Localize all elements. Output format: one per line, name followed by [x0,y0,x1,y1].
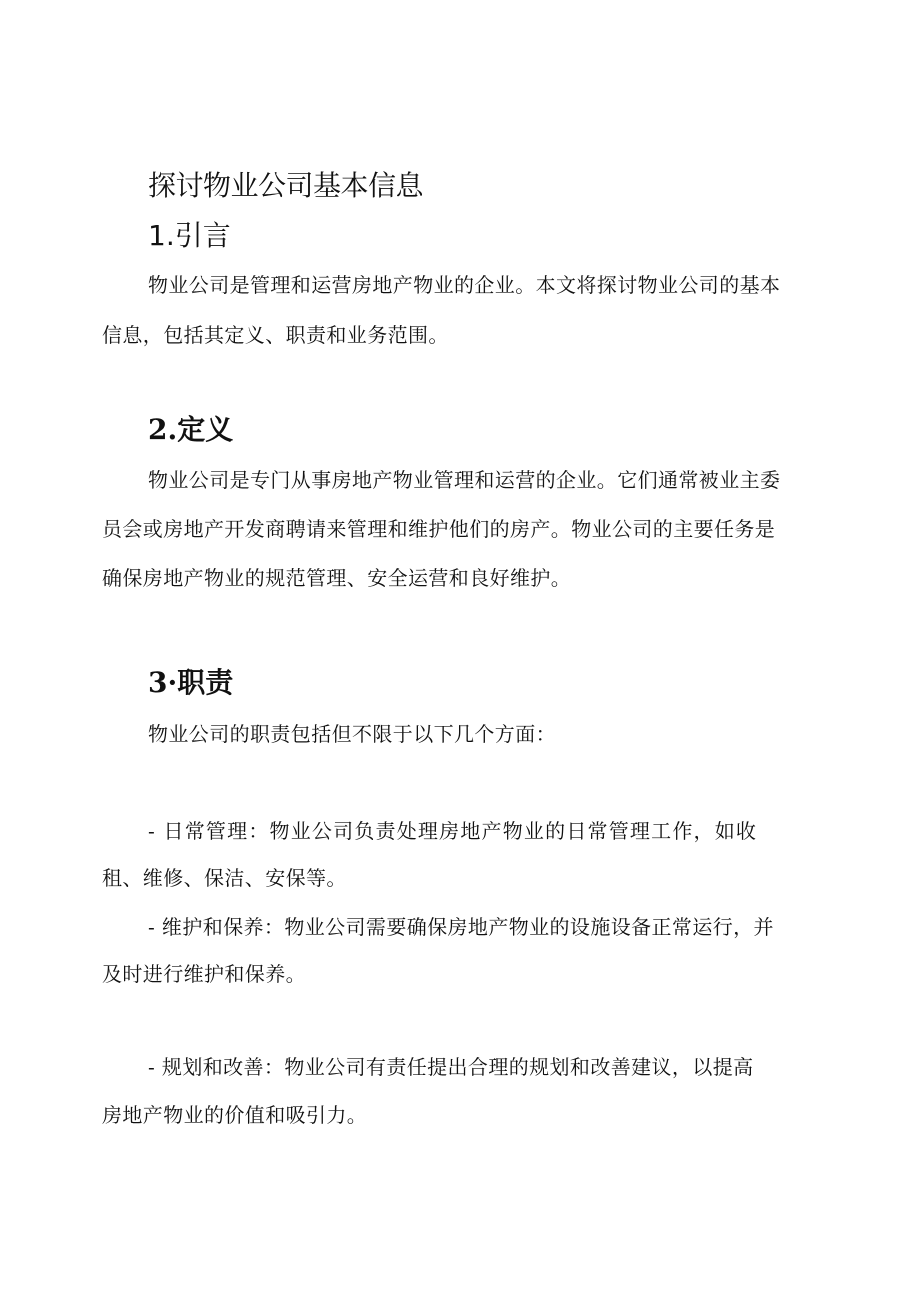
paragraph-line: 员会或房地产开发商聘请来管理和维护他们的房产。物业公司的主要任务是 [102,517,776,541]
paragraph-line: 物业公司是管理和运营房地产物业的企业。本文将探讨物业公司的基本 [148,273,781,297]
list-item-line: - 规划和改善：物业公司有责任提出合理的规划和改善建议，以提高 [148,1055,754,1079]
list-item-line: 及时进行维护和保养。 [102,962,306,986]
paragraph-line: 信息，包括其定义、职责和业务范围。 [102,323,449,347]
list-item-line: 房地产物业的价值和吸引力。 [102,1103,368,1127]
section-heading-definition: 2.定义 [148,413,234,446]
section-heading-duties: 3·职责 [148,666,234,699]
section-heading-introduction: 1.引言 [148,219,231,252]
paragraph-line: 物业公司的职责包括但不限于以下几个方面： [148,722,556,746]
paragraph-line: 确保房地产物业的规范管理、安全运营和良好维护。 [102,566,572,590]
list-item-line: 租、维修、保洁、安保等。 [102,866,347,890]
list-item-line: - 日常管理：物业公司负责处理房地产物业的日常管理工作，如收 [148,819,758,843]
list-item-line: - 维护和保养：物业公司需要确保房地产物业的设施设备正常运行，并 [148,915,774,939]
document-title: 探讨物业公司基本信息 [148,169,424,202]
paragraph-line: 物业公司是专门从事房地产物业管理和运营的企业。它们通常被业主委 [148,468,781,492]
